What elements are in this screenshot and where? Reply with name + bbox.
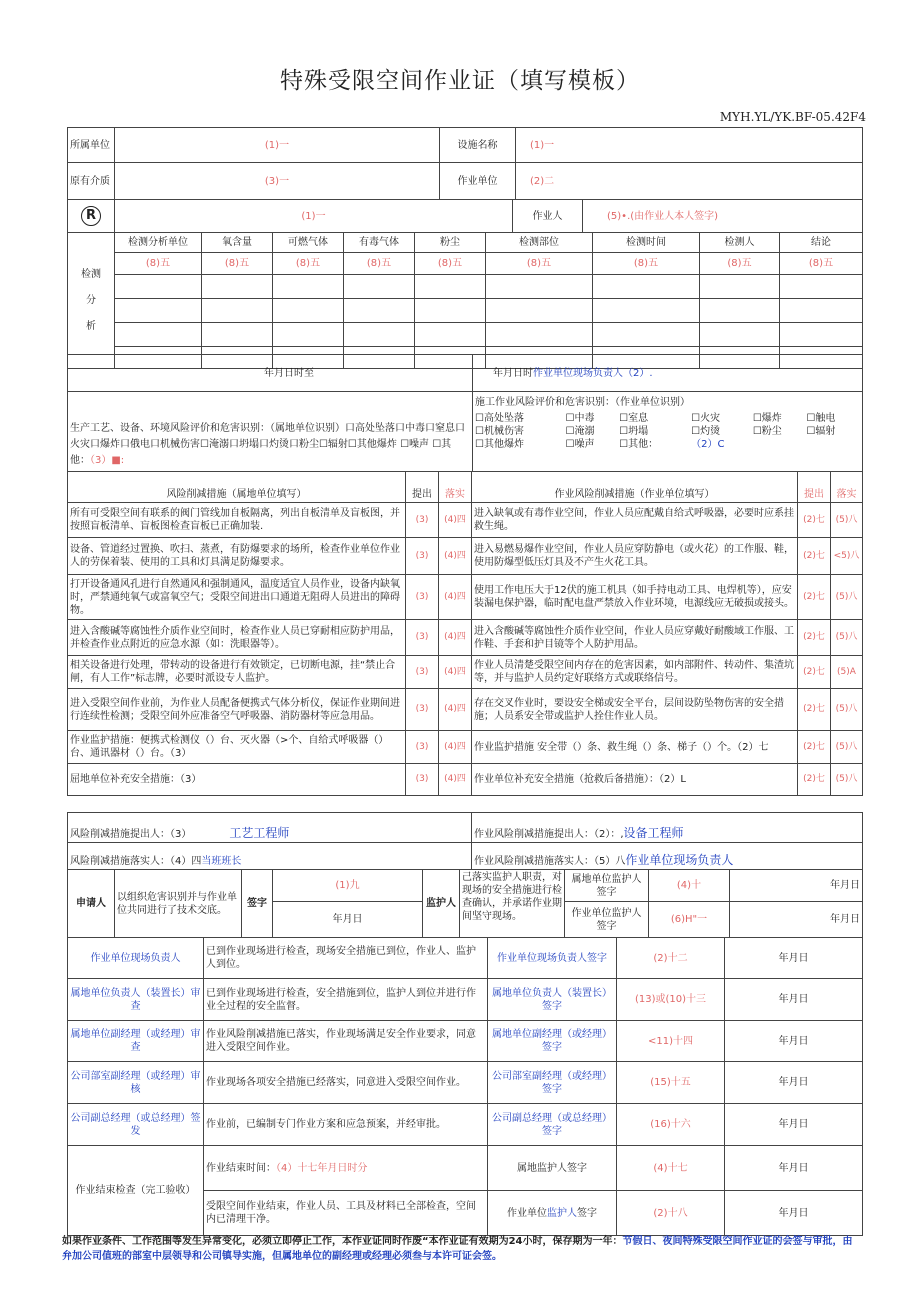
risk-check[interactable]: ☐火灾 [691,413,721,424]
detect-header: 检测时间 [593,233,700,253]
closing-time-value[interactable]: （4）十七年月日时分 [276,1162,368,1174]
approval-row [68,1062,863,1104]
approval-text: 作业现场各项安全措施已经落实，同意进入受限空间作业。 [204,1062,488,1104]
propose-header: 提出 [406,472,439,503]
risk-check[interactable]: ☐室息 [619,413,649,424]
measure-right-implement[interactable]: <5)八 [831,538,863,575]
right-implementer-label: 作业风险削减措施落实人：（5）八 [474,856,626,867]
approval-role: 属地单位负责人（装置长）审查 [68,979,204,1021]
dept-guard-value[interactable]: (4)十 [649,870,730,902]
approval-sign-label: 公司部室副经理（或经理）签字 [488,1062,617,1104]
measure-row [68,575,863,620]
guard-text: 己落实监护人职责，对现场的安全措施进行检查确认，并承诺作业期间坚守现场。 [460,870,565,938]
measure-row [68,689,863,731]
work-guard-date[interactable]: 年月日 [730,902,863,938]
measure-left-implement[interactable]: (4)四 [439,656,472,689]
work-unit-value[interactable]: (2)二 [516,163,863,200]
measure-right-propose[interactable]: (2)七 [798,538,831,575]
document-code: MYH.YL/YK.BF-05.42F4 [719,110,866,124]
approval-text: 已到作业现场进行检查，安全措施到位，监护人到位并进行作业全过程的安全监督。 [204,979,488,1021]
measure-right-text: 作业监护措施 安全带（）条、救生绳（）条、梯子（）个。（2）七 [472,731,798,764]
right-implementer-name[interactable]: 作业单位现场负责人 [625,853,734,867]
detect-cell[interactable]: (8)五 [115,253,202,275]
detect-cell[interactable]: (8)五 [415,253,486,275]
approval-row [68,1021,863,1062]
approval-row [68,1104,863,1146]
measure-left-implement[interactable]: (4)四 [439,689,472,731]
approval-text: 作业风险削减措施已落实，作业现场满足安全作业要求，同意进入受限空间作业。 [204,1021,488,1062]
risk-check[interactable]: ☐爆炸 [752,413,782,424]
applicant-text: 以组织危害识别并与作业单位共同进行了技术交底。 [115,870,242,938]
worker-value[interactable]: (5)•.(由作业人本人签字) [583,200,863,233]
footer-text-a: 如果作业条件、工作范围等发生异常变化，必须立即停止工作，本作业证同时作废“本作业证有效期为24小时，保存期为一年： [62,1236,623,1247]
applicant-label: 申请人 [68,870,115,938]
risk-right-title: 施工作业风险评价和危害识别：（作业单位识别） [475,397,690,408]
closing-date-2[interactable]: 年月日 [725,1191,863,1236]
approval-date[interactable]: 年月日 [725,1062,863,1104]
measure-left-text: 作业监护措施：便携式检测仪（）台、灭火器（>个、自给式呼吸器（）台、通讯器材（）台。（3） [68,731,406,764]
registered-stamp: R [81,206,101,226]
risk-check[interactable]: ☐噪声 [565,439,595,450]
measures-table [67,471,863,796]
measure-left-text: 相关设备进行处理，带转动的设备进行有效锁定，已切断电源，挂“禁止合闸，有人工作”标志牌，必要时派设专人监护。 [68,656,406,689]
approval-sign-value[interactable]: (13)或(10)十三 [617,979,725,1021]
measure-row [68,538,863,575]
measure-right-text: 进入含酸碱等腐蚀性介质作业空间，作业人员应穿戴好耐酸域工作服、工作鞋、手套和护目镜等个人防护用品。 [472,620,798,656]
applicant-table [67,869,863,938]
medium-label: 原有介质 [68,163,115,200]
measure-right-text: 作业人员清楚受限空间内存在的危害因素，如内部附件、转动件、集渣坑等，并与监护人员约定好联络方式或联络信号。 [472,656,798,689]
approval-row [68,979,863,1021]
risk-check[interactable]: ☐其他： [619,439,659,450]
risk-check[interactable]: ☐坍塌 [619,426,649,437]
measure-right-implement[interactable]: (5)A [831,656,863,689]
risk-check[interactable]: ☐其他爆炸 [475,439,524,450]
measure-row [68,620,863,656]
worker-table [67,199,863,233]
detect-header: 结论 [780,233,863,253]
row3-value[interactable]: (1)一 [115,200,513,233]
detect-cell[interactable]: (8)五 [593,253,700,275]
dept-guard-date[interactable]: 年月日 [730,870,863,902]
approval-date[interactable]: 年月日 [725,938,863,979]
measure-left-text: 所有可受限空间有联系的阀门管线加自板隔离，列出自板清单及盲板图，并按照盲板清单、盲板图检查盲板已正确加装. [68,503,406,538]
risk-right-mark: （2）C [691,439,725,450]
approval-date[interactable]: 年月日 [725,979,863,1021]
approval-role: 作业单位现场负责人 [68,938,204,979]
measures-right-header: 作业风险削减措施（作业单位填写） [472,472,798,503]
propose-header: 提出 [798,472,831,503]
measure-left-implement[interactable]: (4)四 [439,538,472,575]
measure-right-text: 作业单位补充安全措施（抢救后备措施）：（2）L [472,764,798,796]
measure-right-implement[interactable]: (5)八 [831,764,863,796]
risk-right-grid [475,412,860,451]
approval-sign-value[interactable]: <11)十四 [617,1021,725,1062]
equip-label: 设施名称 [440,128,516,163]
worker-label: 作业人 [513,200,583,233]
approval-date[interactable]: 年月日 [725,1021,863,1062]
approval-date[interactable]: 年月日 [725,1104,863,1146]
left-proposer-name[interactable]: 工艺工程师 [229,826,290,840]
closing-date-1[interactable]: 年月日 [725,1146,863,1191]
measure-right-text: 进入缺氧或有毒作业空间，作业人员应配戴自给式呼吸器，必要时应系挂救生绳。 [472,503,798,538]
measure-left-propose[interactable]: (3) [406,656,439,689]
dept-guard-label: 属地单位监护人签字 [565,870,649,902]
detect-header: 有毒气体 [344,233,415,253]
risk-check[interactable]: ☐触电 [806,413,836,424]
closing-work-sign-b: 监护人 [547,1207,577,1219]
applicant-sign-label: 签字 [242,870,273,938]
footer-text-b: 节假日、夜间特殊受限空间作业证的会签与审批，由弁加公司值班的部室中层领导和公司镇导实施，但属地单位的副经理或经理必须叁与本许可证会签。 [62,1236,853,1262]
measure-left-implement[interactable]: (4)四 [439,503,472,538]
time-responsible: 作业单位现场负责人（2）. [533,367,653,379]
closing-work-sign-a: 作业单位 [507,1207,547,1219]
detect-header: 氧含量 [202,233,273,253]
measure-right-text: 进入易燃易爆作业空间，作业人员应穿防静电（或火花）的工作服、鞋，使用防爆型低压灯具及不产生火花工具。 [472,538,798,575]
dept-label: 所属单位 [68,128,115,163]
measure-left-implement[interactable]: (4)四 [439,620,472,656]
risk-left-mark: （3）■: [90,455,125,466]
detect-header: 检测分析单位 [115,233,202,253]
work-guard-value[interactable]: (6)H"一 [649,902,730,938]
proposer-table [67,812,863,870]
risk-check[interactable]: ☐机械伤害 [475,426,524,437]
risk-check[interactable]: ☐辐射 [806,426,836,437]
approval-role: 属地单位副经理（或经理）审查 [68,1021,204,1062]
detect-side-label: 检测 分 析 [68,233,115,369]
equip-value[interactable]: (1)一 [516,128,863,163]
measure-right-implement[interactable]: (5)八 [831,689,863,731]
measure-left-text: 打开设备通风孔进行自然通风和强制通风，温度适宜人员作业，设备内缺氧时，严禁通纯氧气或富氧空气；受限空间进出口通道无阻碍人员进出的障碍物。 [68,575,406,620]
measure-left-text: 进入含酸碱等腐蚀性介质作业空间时，检查作业人员已穿耐相应防护用品，并检查作业点附近的应急水源（如：洗眼器等）。 [68,620,406,656]
work-unit-label: 作业单位 [440,163,516,200]
approval-role: 公司部室副经理（或经理）审核 [68,1062,204,1104]
measure-row [68,731,863,764]
approval-text: 作业前，已编制专门作业方案和应急预案，并经审批。 [204,1104,488,1146]
approval-role: 公司副总经理（或总经理）签发 [68,1104,204,1146]
detect-cell[interactable]: (8)五 [780,253,863,275]
risk-check[interactable]: ☐粉尘 [752,426,782,437]
measure-row [68,764,863,796]
measure-left-propose[interactable]: (3) [406,689,439,731]
measure-left-propose[interactable]: (3) [406,731,439,764]
measure-right-text: 存在交叉作业时，要设安全梯或安全平台，层间设防坠物伤害的安全措施；人员系安全带或监护人拴住作业人员。 [472,689,798,731]
applicant-date[interactable]: 年月日 [273,902,423,938]
measure-left-propose[interactable]: (3) [406,503,439,538]
closing-work-sign-c: 签字 [577,1207,597,1219]
detection-table [67,232,863,369]
work-guard-label: 作业单位监护人签字 [565,902,649,938]
closing-dept-value[interactable]: (4)十七 [617,1146,725,1191]
measure-right-propose[interactable]: (2)七 [798,689,831,731]
measure-left-implement[interactable]: (4)四 [439,731,472,764]
medium-value[interactable]: (3)一 [115,163,440,200]
measure-right-propose[interactable]: (2)七 [798,764,831,796]
detect-cell[interactable]: (8)五 [273,253,344,275]
closing-label: 作业结束检查（完工验收） [68,1146,204,1236]
approval-sign-label: 属地单位负责人（装置长）签字 [488,979,617,1021]
detect-cell[interactable]: (8)五 [344,253,415,275]
approval-row [68,938,863,979]
approval-sign-label: 属地单位副经理（或经理）签字 [488,1021,617,1062]
approval-table [67,937,863,1236]
header-table [67,127,863,200]
measure-right-implement[interactable]: (5)八 [831,575,863,620]
detect-cell[interactable]: (8)五 [486,253,593,275]
approval-text: 已到作业现场进行检查，现场安全措施已到位，作业人、监护人到位。 [204,938,488,979]
approval-sign-value[interactable]: (15)十五 [617,1062,725,1104]
risk-check[interactable]: ☐高处坠落 [475,413,524,424]
measure-left-implement[interactable]: (4)四 [439,575,472,620]
time-from[interactable]: 年月日时至 [68,355,473,392]
guard-label: 监护人 [423,870,460,938]
measure-right-implement[interactable]: (5)八 [831,731,863,764]
detect-header: 可燃气体 [273,233,344,253]
time-to[interactable]: 年月日时 [493,367,533,379]
page-title: 特殊受限空间作业证（填写模板） [280,68,640,94]
risk-check[interactable]: ☐中毒 [565,413,595,424]
detect-cell[interactable]: (8)五 [700,253,780,275]
left-implementer-name[interactable]: 当班班长 [201,856,242,867]
dept-value[interactable]: (1)一 [115,128,440,163]
measure-left-implement[interactable]: (4)四 [439,764,472,796]
implement-header: 落实 [831,472,863,503]
closing-work-value[interactable]: (2)十八 [617,1191,725,1236]
approval-sign-label: 作业单位现场负责人签字 [488,938,617,979]
detect-header: 检测人 [700,233,780,253]
applicant-sign-value[interactable]: (1)九 [273,870,423,902]
right-proposer-name[interactable]: 设备工程师 [623,826,684,840]
footer-note [62,1234,862,1264]
measure-right-implement[interactable]: (5)八 [831,620,863,656]
measure-right-text: 使用工作电压大于12伏的施工机具（如手持电动工具、电焊机等），应安装漏电保护器，临时配电盘严禁放入作业环境，电源线应无破损或接头。 [472,575,798,620]
measure-right-propose[interactable]: (2)七 [798,503,831,538]
approval-sign-value[interactable]: (2)十二 [617,938,725,979]
risk-left-text: 生产工艺、设备、环境风险评价和危害识别：（属地单位识别）口高处坠落口中毒口窒息口火灾口爆炸口俄电口机械伤害☐淹溺口坍塌口灼烫口粉尘☐辐射☐其他爆炸 ☐噪声 ☐其他： [70,423,465,466]
measure-right-propose[interactable]: (2)七 [798,656,831,689]
approval-sign-value[interactable]: (16)十六 [617,1104,725,1146]
right-proposer-label: 作业风险削减措施提出人：（2）：, [474,829,624,840]
measure-left-text: 屈地单位补充安全措施：（3） [68,764,406,796]
measure-row [68,656,863,689]
risk-check[interactable]: ☐灼烫 [691,426,721,437]
detect-header: 粉尘 [415,233,486,253]
measure-left-propose[interactable]: (3) [406,764,439,796]
risk-check[interactable]: ☐淹溺 [565,426,595,437]
measure-left-text: 设备、管道经过置换、吹扫、蒸煮，有防爆要求的场所，检查作业单位作业人的劳保着装、使用的工具和灯具满足防爆要求。 [68,538,406,575]
implement-header: 落实 [439,472,472,503]
measure-right-implement[interactable]: (5)八 [831,503,863,538]
left-implementer-label: 风险削减措施落实人：（4）四 [70,856,202,867]
measures-left-header: 风险削减措施（属地单位填写） [68,472,406,503]
measure-left-text: 进入受限空间作业前，为作业人员配备便携式气体分析仪，保证作业期间进行连续性检测；受限空间外应准备空气呼吸器、消防器材等应急用品。 [68,689,406,731]
measure-left-propose[interactable]: (3) [406,575,439,620]
measure-left-propose[interactable]: (3) [406,538,439,575]
closing-time-label: 作业结束时间： [206,1162,276,1174]
approval-sign-label: 公司副总经理（或总经理）签字 [488,1104,617,1146]
left-proposer-label: 风险削减措施提出人：（3） [70,829,192,840]
detect-header: 检测部位 [486,233,593,253]
measure-right-propose[interactable]: (2)七 [798,620,831,656]
measure-left-propose[interactable]: (3) [406,620,439,656]
closing-dept-sign: 属地监护人签字 [488,1146,617,1191]
measure-right-propose[interactable]: (2)七 [798,731,831,764]
measure-right-propose[interactable]: (2)七 [798,575,831,620]
detect-cell[interactable]: (8)五 [202,253,273,275]
time-risk-table [67,354,863,472]
measure-row [68,503,863,538]
closing-text: 受限空间作业结束，作业人员、工具及材料已全部检查，空间内已清理干净。 [204,1191,488,1236]
